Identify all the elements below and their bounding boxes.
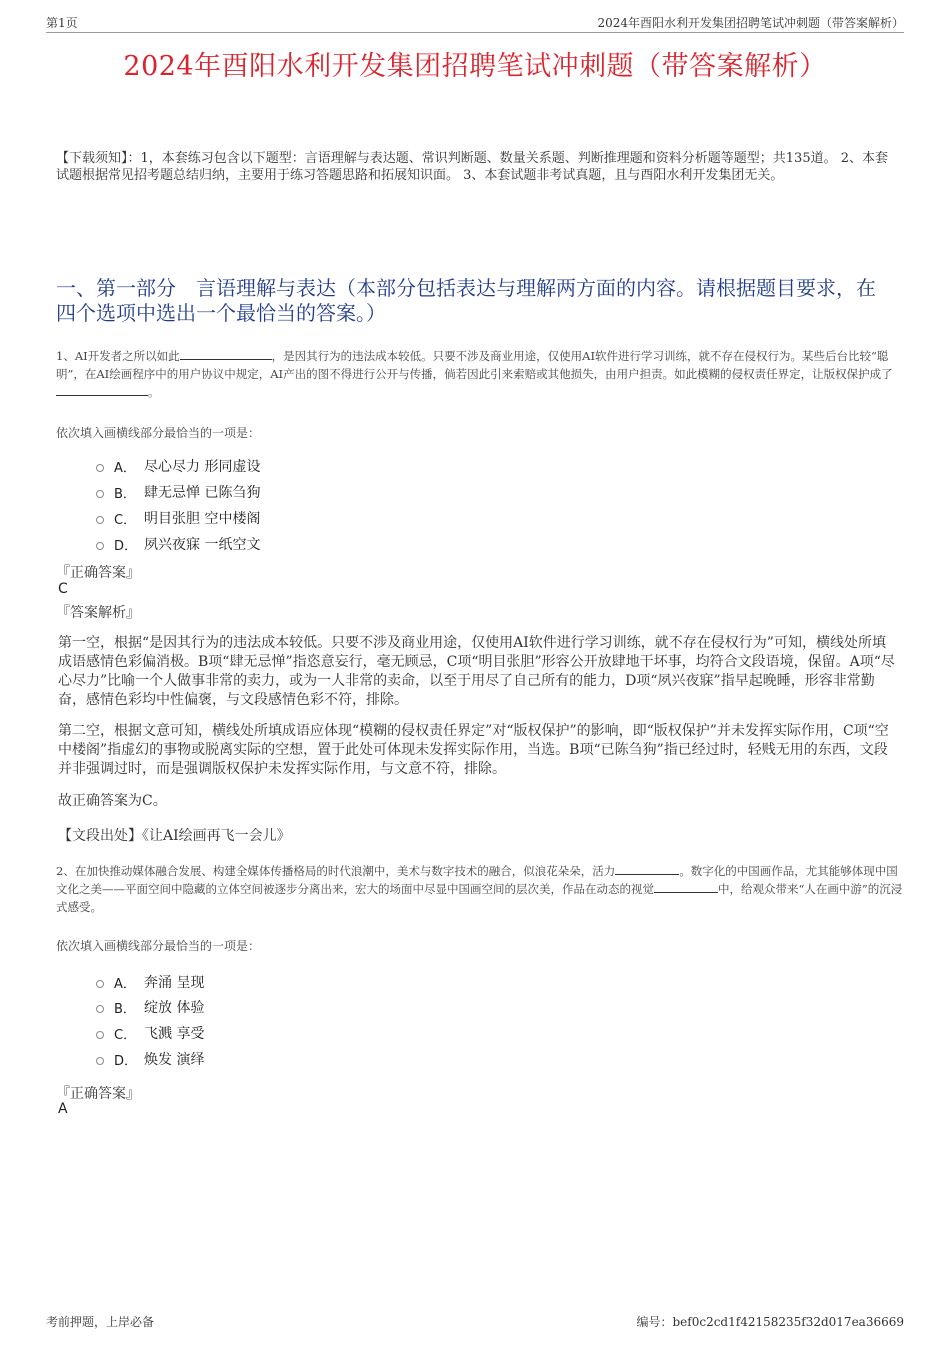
- q1-option-a[interactable]: A． 尽心尽力 形同虚设: [96, 456, 260, 476]
- question-2-stem: [56, 862, 906, 916]
- radio-icon[interactable]: [96, 490, 104, 498]
- radio-icon[interactable]: [96, 1057, 104, 1065]
- q2-text-b: 。数字化的中国画作品，尤其能够体现中国文化之美——平面空间中隐藏的立体空间被逐步分离出来，宏大的场面中尽显中国画空间的层次美，作品在动态的视觉: [56, 864, 898, 896]
- q2-answer: A: [58, 1101, 68, 1117]
- question-1-stem: [56, 347, 906, 401]
- radio-icon[interactable]: [96, 980, 104, 988]
- q2-text-a: 2、在加快推动媒体融合发展、构建全媒体传播格局的时代浪潮中，美术与数字技术的融合，似浪花朵朵，活力: [56, 864, 616, 878]
- q1-option-b[interactable]: B． 肆无忌惮 已陈刍狗: [96, 482, 260, 502]
- q1-prompt: 依次填入画横线部分最恰当的一项是：: [56, 426, 261, 440]
- q1-text-c: 。: [148, 385, 160, 399]
- q1-answer: C: [58, 581, 68, 597]
- q1-conclusion: 故正确答案为C。: [58, 793, 167, 809]
- q2-blank-2: [654, 880, 718, 893]
- q2-option-c[interactable]: C． 飞溅 享受: [96, 1023, 204, 1043]
- q1-option-d[interactable]: D． 夙兴夜寐 一纸空文: [96, 534, 260, 554]
- q1-analysis-p1: 第一空，根据“是因其行为的违法成本较低。只要不涉及商业用途，仅使用AI软件进行学习训练，就不存在侵权行为”可知，横线处所填成语感情色彩偏消极。B项“肆无忌惮”指恣意妄行，毫无顾忌，C项“明目张胆”形容公开放肆地干坏事，均符合文段语境，保留。A项“尽心尽力”比喻一个人做事非常的卖力，或为一人非常的卖命，以至于用尽了自己所有的能力，D项“夙兴夜寐”指早起晚睡，形容非常勤奋，感情色彩均中性偏褒，与文段感情色彩不符，排除。: [58, 635, 895, 708]
- q2-option-d[interactable]: D． 焕发 演绎: [96, 1049, 204, 1069]
- section-title: 一、第一部分 言语理解与表达（本部分包括表达与理解两方面的内容。请根据题目要求，在四个选项中选出一个最恰当的答案。）: [56, 276, 876, 325]
- q1-source: 【文段出处】《让AI绘画再飞一会儿》: [58, 828, 291, 844]
- download-notice: 【下载须知】：1，本套练习包含以下题型：言语理解与表达题、常识判断题、数量关系题、判断推理题和资料分析题等题型；共135道。 2、本套试题根据常见招考题总结归纳，主要用于练习答题思路和拓展知识面。 3、本套试题非考试真题，且与酉阳水利开发集团无关。: [56, 151, 888, 183]
- q2-option-b[interactable]: B． 绽放 体验: [96, 997, 204, 1017]
- footer-slogan: 考前押题，上岸必备: [46, 1315, 155, 1329]
- radio-icon[interactable]: [96, 1005, 104, 1013]
- page-title: 2024年酉阳水利开发集团招聘笔试冲刺题（带答案解析）: [123, 51, 827, 82]
- radio-icon[interactable]: [96, 516, 104, 524]
- header-doc-title: 2024年酉阳水利开发集团招聘笔试冲刺题（带答案解析）: [597, 16, 904, 30]
- q2-answer-label: 『正确答案』: [56, 1086, 140, 1102]
- q2-prompt: 依次填入画横线部分最恰当的一项是：: [56, 939, 261, 953]
- q1-text-a: 1、AI开发者之所以如此: [56, 349, 180, 363]
- q2-text-c: 中，给观众带来“人在画中游”的沉浸式感受。: [56, 882, 903, 914]
- q1-text-b: ，是因其行为的违法成本较低。只要不涉及商业用途，仅使用AI软件进行学习训练，就不存在侵权行为。某些后台比较“聪明”，在AI绘画程序中的用户协议中规定，AI产出的图不得进行公开与传播，倘若因此引来索赔或其他损失，由用户担责。如此模糊的侵权责任界定，让版权保护成了: [56, 349, 893, 381]
- q1-blank-2: [56, 383, 148, 396]
- q2-option-a[interactable]: A． 奔涌 呈现: [96, 972, 204, 992]
- q1-analysis-label: 『答案解析』: [56, 605, 140, 621]
- q1-answer-label: 『正确答案』: [56, 565, 140, 581]
- radio-icon[interactable]: [96, 1031, 104, 1039]
- q2-blank-1: [615, 862, 679, 875]
- q1-blank-1: [180, 347, 272, 360]
- footer-serial: 编号：bef0c2cd1f42158235f32d017ea36669: [636, 1315, 904, 1329]
- page-number: 第1页: [46, 16, 78, 30]
- radio-icon[interactable]: [96, 542, 104, 550]
- radio-icon[interactable]: [96, 464, 104, 472]
- q1-option-c[interactable]: C． 明目张胆 空中楼阁: [96, 508, 260, 528]
- page-header: [46, 14, 904, 33]
- q1-analysis-p2: 第二空，根据文意可知，横线处所填成语应体现“模糊的侵权责任界定”对“版权保护”的影响，即“版权保护”并未发挥实际作用，C项“空中楼阁”指虚幻的事物或脱离实际的空想，置于此处可体现未发挥实际作用，当选。B项“已陈刍狗”指已经过时，轻贱无用的东西，文段并非强调过时，而是强调版权保护未发挥实际作用，与文意不符，排除。: [58, 723, 889, 777]
